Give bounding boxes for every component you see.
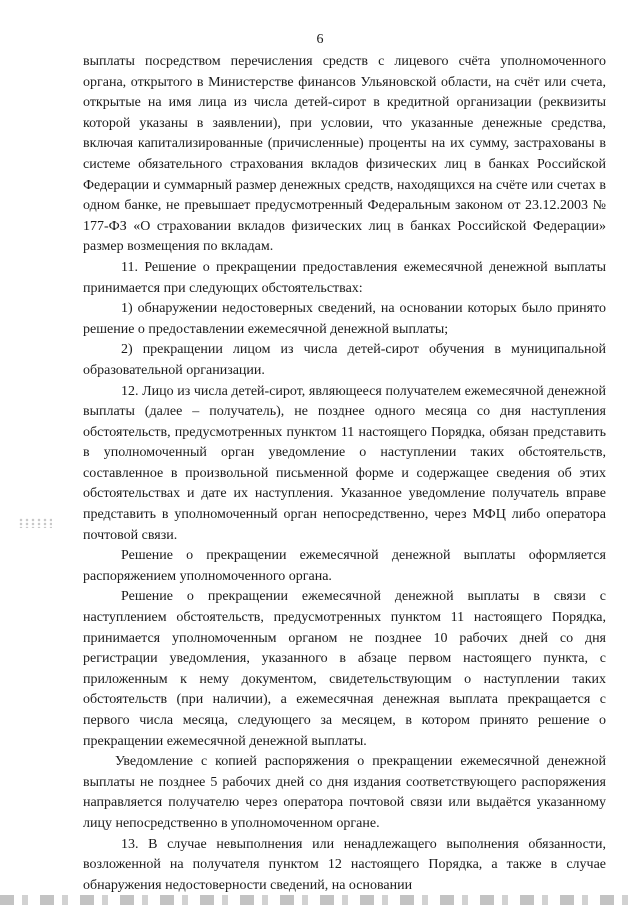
paragraph-subitem-1: 1) обнаружении недостоверных сведений, на основании которых было принято решение о предоставлении ежемесячной денежной выплаты; <box>83 301 606 337</box>
paragraph-item-11: 11. Решение о прекращении предоставления ежемесячной денежной выплаты принимается при следующих обстоятельствах: <box>83 259 606 296</box>
paragraph-item-13: 13. В случае невыполнения или ненадлежащего выполнения обязанности, возложенной на получателя пунктом 12 настоящего Порядка, а также в случае обнаружения недостоверности сведений, на основании <box>83 836 606 893</box>
scan-speck <box>18 518 52 528</box>
page-number: 6 <box>316 32 324 47</box>
paragraph-decision-form: Решение о прекращении ежемесячной денежной выплаты оформляется распоряжением уполномоченного органа. <box>83 548 606 584</box>
paragraph-decision-terms: Решение о прекращении ежемесячной денежной выплаты в связи с наступлением обстоятельств, предусмотренных пунктом 11 настоящего Порядка, принимается уполномоченным органом не позднее 10 рабочих дней со дня регистрации уведомления, указанного в абзаце первом настоящего пункта, с приложенным к нему документом, свидетельствующим о наступлении таких обстоятельств (при наличии), а ежемесячная денежная выплата прекращается с первого числа месяца, следующего за месяцем, в котором принято решение о прекращении ежемесячной денежной выплаты. <box>83 589 606 749</box>
paragraph-continuation: выплаты посредством перечисления средств с лицевого счёта уполномоченного органа, открытого в Министерстве финансов Ульяновской области, на счёт или счета, открытые на имя лица из числа детей-сирот в кредитной организации (реквизиты которой указаны в заявлении), при условии, что указанные денежные средства, включая капитализированные (причисленные) проценты на их сумму, застрахованы в системе обязательного страхования вкладов физических лиц в банках Российской Федерации и суммарный размер денежных средств, находящихся на счёте или счетах в одном банке, не превышает предусмотренный Федеральным законом от 23.12.2003 № 177-ФЗ «О страховании вкладов физических лиц в банках Российской Федерации» размер возмещения по вкладам. <box>83 54 606 255</box>
scan-artifact-bottom <box>0 895 640 905</box>
paragraph-notification: Уведомление с копией распоряжения о прекращении ежемесячной денежной выплаты не позднее 5 рабочих дней со дня издания соответствующего распоряжения направляется получателю через оператора почтовой связи или выдаётся указанному лицу непосредственно в уполномоченном органе. <box>83 754 606 831</box>
paragraph-subitem-2: 2) прекращении лицом из числа детей-сирот обучения в муниципальной образовательной организации. <box>83 342 606 378</box>
paragraph-item-12: 12. Лицо из числа детей-сирот, являющееся получателем ежемесячной денежной выплаты (далее – получатель), не позднее одного месяца со дня наступления обстоятельств, предусмотренных пунктом 11 настоящего Порядка, обязан представить в уполномоченный орган уведомление о наступлении таких обстоятельств, составленное в произвольной письменной форме и содержащее сведения об этих обстоятельствах и дате их наступления. Указанное уведомление получатель вправе представить в уполномоченный орган непосредственно, через МФЦ либо оператора почтовой связи. <box>83 383 606 543</box>
document-body <box>83 52 606 896</box>
